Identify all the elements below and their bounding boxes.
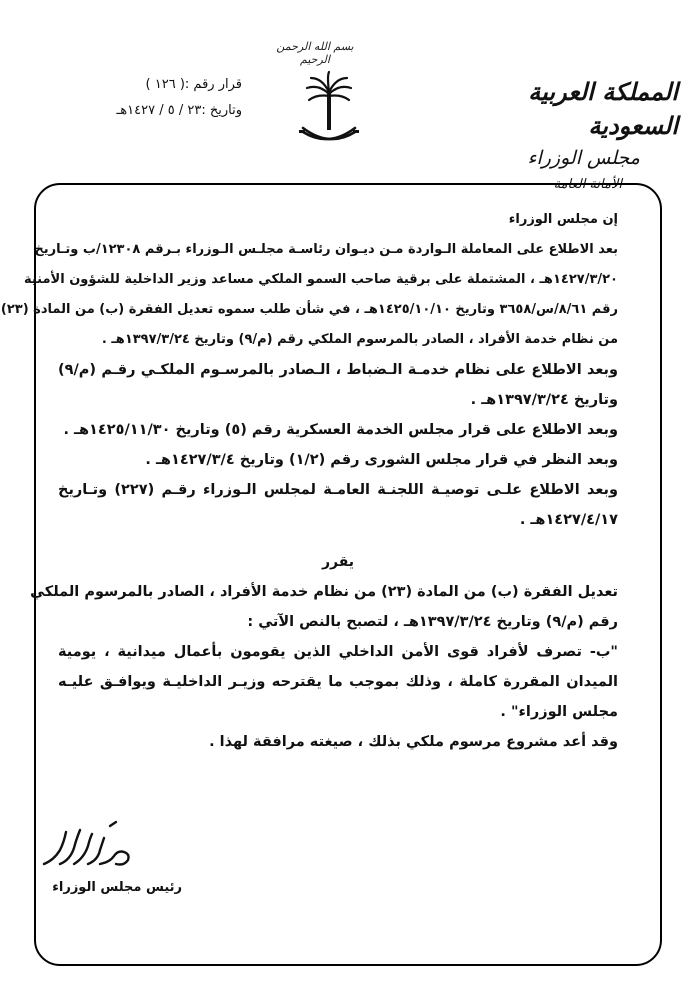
- body-line: رقم ٨/٦١/س/٣٦٥٨ وتاريخ ١٤٢٥/١٠/١٠هـ ، في شأن طلب سموه تعديل الفقرة (ب) من المادة (٢٣): [0, 302, 618, 317]
- decision-line: مجلس الوزراء" .: [500, 704, 618, 720]
- decision-date: وتاريخ :٢٣ / ٥ / ١٤٢٧هـ: [116, 103, 242, 118]
- body-line: وبعد النظر في قرار مجلس الشورى رقم (١/٢) وتاريخ ١٤٢٧/٣/٤هـ .: [145, 452, 618, 468]
- signature-scribble: [40, 820, 160, 876]
- saudi-emblem-icon: [297, 70, 361, 152]
- decision-line: "ب- تصرف لأفراد قوى الأمن الداخلي الذين يقومون بأعمال ميدانية ، يومية: [58, 644, 618, 660]
- decision-number: قرار رقم :( ١٢٦ ): [145, 77, 242, 92]
- body-line: بعد الاطلاع على المعاملة الـواردة مـن ديـوان رئاسـة مجلـس الـوزراء بـرقم ١٢٣٠٨/ب وتـاريخ: [34, 242, 618, 257]
- body-line: من نظام خدمة الأفراد ، الصادر بالمرسوم الملكي رقم (م/٩) وتاريخ ١٣٩٧/٣/٢٤هـ .: [101, 332, 618, 347]
- decides-heading: يقرر: [321, 554, 355, 570]
- decision-line: رقم (م/٩) وتاريخ ١٣٩٧/٣/٢٤هـ ، لتصبح بالنص الآتي :: [247, 614, 618, 630]
- body-line: ١٤٢٧/٣/٢٠هـ ، المشتملة على برقية صاحب السمو الملكي مساعد وزير الداخلية للشؤون الأمنية: [23, 272, 618, 287]
- decision-body: [0, 205, 619, 757]
- body-line: وبعد الاطلاع على قرار مجلس الخدمة العسكرية رقم (٥) وتاريخ ١٤٢٥/١١/٣٠هـ .: [63, 422, 618, 438]
- bismillah-text: بسم الله الرحمن الرحيم: [276, 40, 354, 66]
- body-line: ١٤٢٧/٤/١٧هـ .: [519, 512, 618, 528]
- body-line: وبعد الاطلاع على نظام خدمـة الـضباط ، الـصادر بالمرسـوم الملكـي رقـم (م/٩): [58, 362, 618, 378]
- decision-line: تعديل الفقرة (ب) من المادة (٢٣) من نظام خدمة الأفراد ، الصادر بالمرسوم الملكي: [30, 584, 618, 600]
- council-name: مجلس الوزراء: [527, 147, 640, 169]
- kingdom-name: المملكة العربية السعودية: [528, 77, 678, 140]
- general-secretariat: الأمانة العامة: [553, 177, 622, 192]
- addressee: إن مجلس الوزراء: [508, 212, 618, 227]
- body-line: وتاريخ ١٣٩٧/٣/٢٤هـ .: [470, 392, 618, 408]
- decision-line: الميدان المقررة كاملة ، وذلك بموجب ما يقترحه وزيـر الداخليـة ويوافـق عليـه: [58, 674, 618, 690]
- decision-line: وقد أعد مشروع مرسوم ملكي بذلك ، صيغته مرافقة لهذا .: [209, 734, 618, 750]
- decision-meta: [92, 72, 242, 124]
- letterhead: [438, 75, 678, 197]
- signer-title: رئيس مجلس الوزراء: [52, 880, 182, 895]
- body-line: وبعد الاطلاع علـى توصيـة اللجنـة العامـة لمجلس الـوزراء رقـم (٢٢٧) وتـاريخ: [58, 482, 619, 498]
